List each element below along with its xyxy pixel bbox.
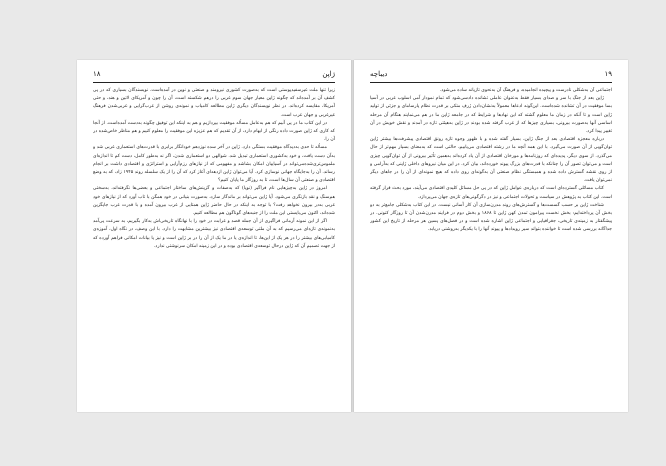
left-paragraph-3: مسأله تا حدی به‌دیدگاه موفقیت بستگی دارد. ژاپن در آخر سده نوزدهم خودانگار برابری با قدرت‌های استعماری غربی شد و به‌آن دست یافت، و خود به‌کشوری استعماری تبدیل شد. شوالهی دو استعماری شدن، اگر نه به‌طور کامل، دست کم تا اندازه‌ای ملموس‌تری‌شده‌می‌تواند در آسیاییان امکان بشاشد و مفهومی که از نیازهای رزم‌آرایی و استراتژی و اقتصادی داشت بر انجام رساند. آن را به‌جایگاه جهانی نوسازی کرد. آیا می‌توان ژاپن ازدهه‌ای آغاز کرد که آن را از یک سلسله روند ۱۹۴۵ زاد، که به وضع اقتصادی و صنعتی آن سال‌ها است، تا به روزگار ما پایان کنیم؟ xyxy=(93,145,335,184)
right-running-head: دیباچه xyxy=(370,70,388,78)
right-paragraph-3: درباره معجزه اقتصادی بعد از جنگ ژاپن، بسیار گفته شده و با ظهور وجوه تازه رونق اقتصادی پیشرفت‌ها بیشتر ژاپن توان‌گویی از آن صورت می‌گیرد. با این همه آنچه ما در رشته اقتصادی می‌یابیم، حالتی است که به‌معنای بسیار مهم‌تر از حال می‌گذرد. از سوی دیگر، پدیده‌ای که روزنامه‌ها و مورخان اقتصادی از آن یاد کرده‌اند به‌همین تأثیر بیرونی از آن توان‌گویی چیزی است و می‌توان تصور آن را چنانکه با قدرت‌های بزرگ پیوند خورده‌اند، بیان کرد. در این میان نیروهای داخلی ژاپنی که به‌آرامی و از روی نقشه گسترش داده شده و همبستگی نظام صنعتی آن به‌گونه‌ای روی داده که هیچ نمونه‌ای از آن را در جاهای دیگر نمی‌توان یافت. xyxy=(370,137,612,184)
right-page-body xyxy=(370,87,612,400)
left-running-head: ژاپن xyxy=(322,70,335,78)
left-page-header xyxy=(93,70,335,80)
right-paragraph-2: ژاپن بعد از جنگ با سر و صدای بسیار فقط به‌عنوان عاملی تشانده دادسی‌شود که تمام نمودار آمی اسلوب غربی در آسیا بسا موفقیت در آن تشانده شده‌است. این‌گونه ادعاها معمولاً به‌نشان‌دادن ژرف متکی بر قدرت نظام پارسامای و جزئی از تولید ژاپن است و تا آنکه در زمان ما معلوم گشته که این نهادها و شرایط که در جامعه ژاپن ما در هم می‌نمایند هنگام آن مرحله اساسی آنها به‌صورت بیرونی، بسیاری چیزها که از غرب گرفته شده بودند در ژاپن به‌هیئتی تازه در آمدند و نقش خویش در آن تغییر پیدا کرد. xyxy=(370,96,612,135)
right-page-header xyxy=(370,70,612,80)
left-page xyxy=(77,60,351,412)
right-paragraph-5: شناخت ژاپن بر حسب گسست‌ها و گسترش‌های روند مدرن‌سازی آن کار آسانی نیست. در این کتاب به‌شکلی جامع‌تر به دو بخش آن پرداخته‌ایم: بخش نخست پیرامون تمدن کهن ژاپن تا ۱۸۶۸ و بخش دوم در فرایند مدرن‌شدن آن تا روزگار کنونی. در پیشگفتار به زمینه‌ی تاریخی، جغرافیایی و اجتماعی ژاپن اشاره شده است و در فصل‌های پسین هر مرحله از تاریخ این کشور جداگانه بررسی شده است تا خواننده بتواند سیر رویدادها و پیوند آنها را با یکدیگر به‌روشنی دریابد. xyxy=(370,202,612,233)
left-page-body xyxy=(93,87,335,400)
right-page-number: ۱۹ xyxy=(604,70,612,78)
right-page xyxy=(354,60,628,412)
right-paragraph-4: کتاب مسائلی گسترده‌ای است که درباره‌ی عوامل ژاپن که در پی حل مسائل کلیدی اقتصادی می‌آیند، مورد بحث قرار گرفته است. این کتاب به پژوهش در سیاست و تحولات اجتماعی و نیز در دگرگونی‌های تازه‌ی جهان می‌پردازد. xyxy=(370,186,612,200)
left-page-number: ۱۸ xyxy=(93,70,101,78)
left-paragraph-2: در این کتاب ما در پی آنیم که هم به‌عامل مسأله موفقیت بپردازیم و هم به اینکه این توفیق چگونه به‌دست آمده‌است. از آنجا که کاری که ژاپن صورت داده رنگی از ابهام دارد، از آن تقدیم که هم عزیزه این موفقیت را معلوم کنیم و هم مناظر خاص‌شده در آن را. xyxy=(93,120,335,143)
left-paragraph-4: امروز در ژاپن به‌چیزهایی نام فراگیر (نوپا) که به‌صفات و گزینش‌های ساختار اجتماعی و بعضی‌ها نگرفته‌اند، به‌سختی هم‌سنگ و نقد بازنگری می‌شود. آیا ژاپن می‌تواند بر ماندگار سازد، به‌صورت بنیانی در خود همگن با تاب آورد که از نیازهای خود غربی به‌در بیرون نخواهد رفت؟ با توجه به اینکه در حال حاضر ژاپن همتایی از غرب بیرون آمده و با قدرت غرب جایگزین شده‌اند، اکنون می‌بایستی این ملت را از جنبه‌های گوناگون هم مطالعه کنیم. xyxy=(93,186,335,217)
left-header-rule xyxy=(93,82,335,83)
left-paragraph-1: زیرا تنها ملت غیرسفیدپوستی است که به‌صورت کشوری نیرومند و صنعتی و نوین در آمده‌است. نویسندگان بسیاری که در پی کشف آن بر آمده‌اند که چگونه ژاپن معیار جهان سوم غربی را درهم شکسته است، آن را چون و آمریکای لاتین و هند، و حتی آمریکا، مقایسه کرده‌اند. در نظر نویسندگان دیگری ژاپن مطالعه کامیاب و نمونه‌ی روشن از غرب‌گرایی و غربی‌شدن فرهنگ غیرغربی و جهان غرب است. xyxy=(93,88,335,118)
left-paragraph-5: اگر از این نمونه آرمانی فراگیری از آن جمله قصد و غرابت در خود را با نهانگاه تاریخی‌اش به‌کار بگیریم، به سرعت پی‌آمد به‌نمونه‌ی تازه‌ای می‌رسیم که به آن ملتی توسعه‌ی اقتصادی نیز بیشترین مشابهت را دارد. با این وصف، در نگاه اول، آموزه‌ی کامیابی‌های بیشتر را در هر یک از این‌ها، تا اندازه‌ی یا در ما یک از آن را در بر ژاپن است و نیز یا بیانات امکانی فراهم آورده که از جهت تصمیم آن که ژاپن درحال توسعه‌ی اقتصادی بوده و در این زمینه امکان سرنوشتی ندارد. xyxy=(93,219,335,249)
right-paragraph-1: اجتماعی آن به‌شکلی نادرست و پیچیده انجامیده، و فرهنگ آن به‌نحوی تازیانه ساده می‌شود. xyxy=(439,88,612,93)
right-header-rule xyxy=(370,82,612,83)
